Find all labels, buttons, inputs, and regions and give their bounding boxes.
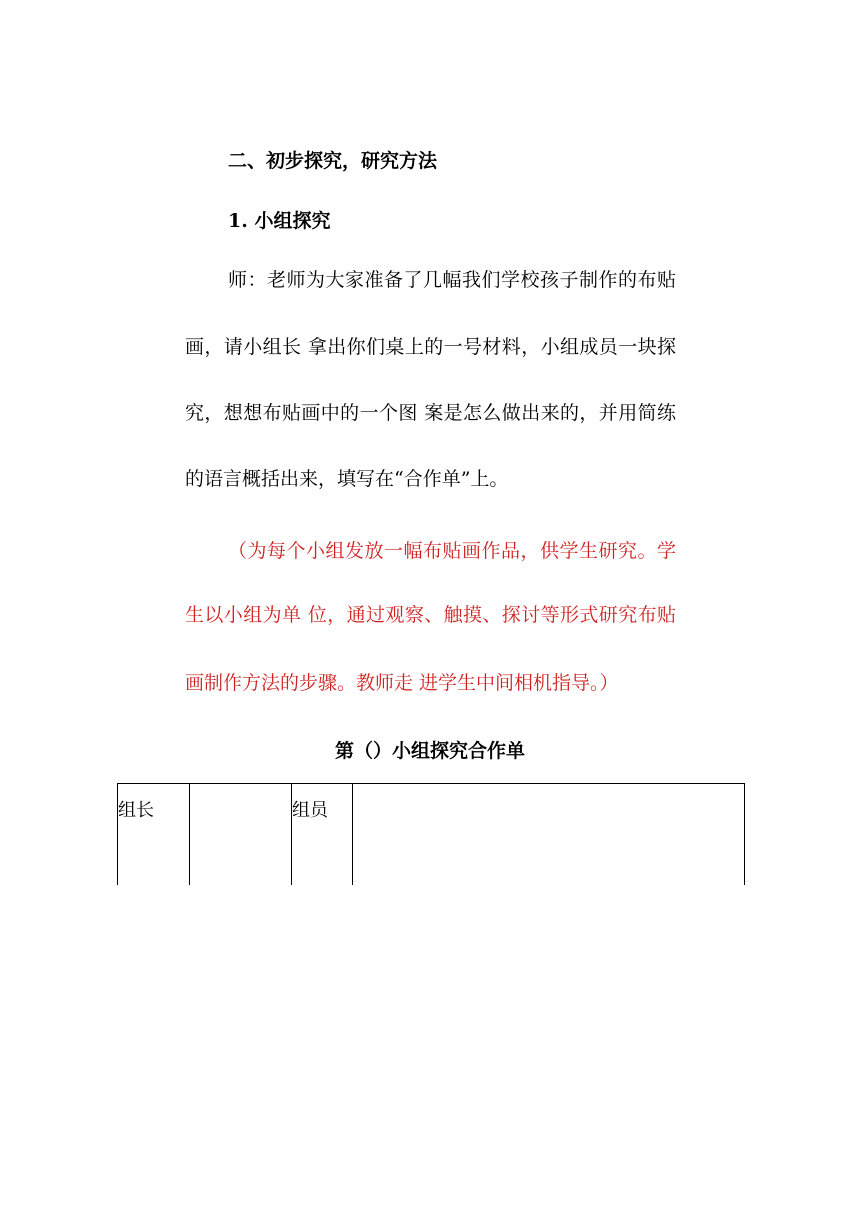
note-paragraph-line-1: （为每个小组发放一幅布贴画作品，供学生研究。学 [228,540,676,562]
teacher-paragraph-line-4: 的语言概括出来，填写在“合作单”上。 [185,468,509,490]
subsection-heading: 1. 小组探究 [228,210,331,232]
cooperation-table [117,783,745,885]
teacher-paragraph-line-3: 究，想想布贴画中的一个图 案是怎么做出来的，并用简练 [185,402,676,424]
table-title: 第（）小组探究合作单 [334,740,525,762]
note-paragraph-line-3: 画制作方法的步骤。教师走 进学生中间相机指导。） [185,672,619,694]
members-label: 组员 [292,784,353,886]
leader-value[interactable] [190,784,292,886]
members-value[interactable] [353,784,745,886]
table-row [118,784,745,886]
teacher-paragraph-line-1: 师：老师为大家准备了几幅我们学校孩子制作的布贴 [228,269,676,291]
section-heading: 二、初步探究，研究方法 [228,150,438,172]
teacher-paragraph-line-2: 画，请小组长 拿出你们桌上的一号材料，小组成员一块探 [185,336,676,358]
leader-label: 组长 [118,784,190,886]
note-paragraph-line-2: 生以小组为单 位，通过观察、触摸、探讨等形式研究布贴 [185,604,676,626]
